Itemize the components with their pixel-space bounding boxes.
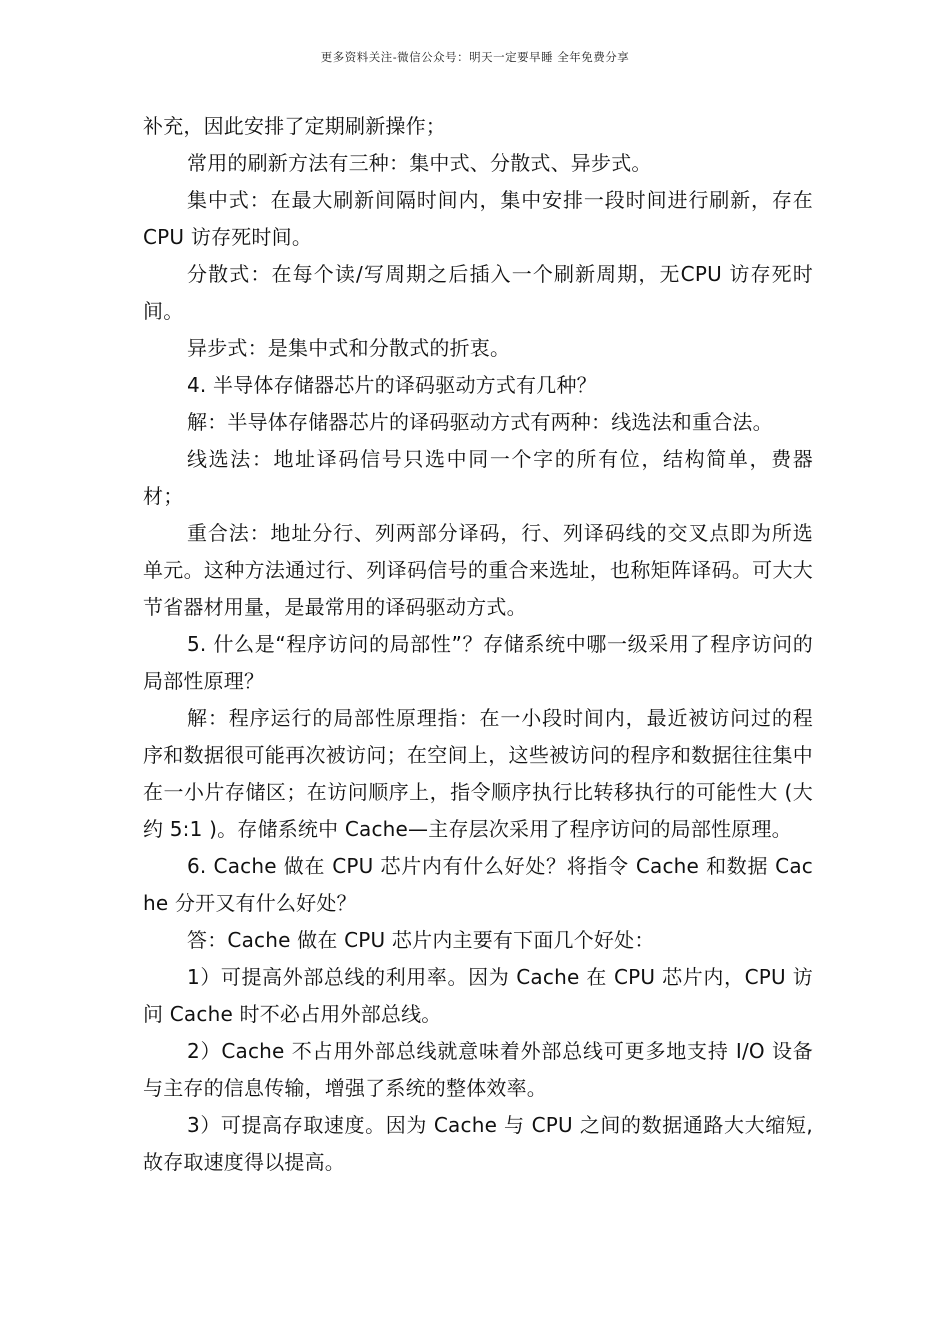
answer-6-point-2: 2）Cache 不占用外部总线就意味着外部总线可更多地支持 I/O 设备与主存的信息传输，增强了系统的整体效率。 [143,1039,813,1100]
answer-6-point-1: 1）可提高外部总线的利用率。因为 Cache 在 CPU 芯片内，CPU 访问 Cache 时不必占用外部总线。 [143,965,813,1026]
paragraph-asynchronous: 异步式：是集中式和分散式的折衷。 [187,336,511,360]
paragraph-coincident-select: 重合法：地址分行、列两部分译码，行、列译码线的交叉点即为所选单元。这种方法通过行、列译码信号的重合来选址，也称矩阵译码。可大大节省器材用量，是最常用的译码驱动方式。 [143,521,813,619]
answer-6-intro: 答：Cache 做在 CPU 芯片内主要有下面几个好处： [187,928,655,952]
paragraph-refresh-continuation: 补充，因此安排了定期刷新操作； [143,114,446,138]
answer-5: 解：程序运行的局部性原理指：在一小段时间内，最近被访问过的程序和数据很可能再次被访问；在空间上，这些被访问的程序和数据往往集中在一小片存储区；在访问顺序上，指令顺序执行比转移执行的可能性大 (大约 5:1 )。存储系统中 Cache—主存层次采用了程序访问的局部性原理。 [143,706,813,841]
paragraph-distributed: 分散式：在每个读/写周期之后插入一个刷新周期，无CPU 访存死时间。 [143,262,813,323]
answer-6-point-3: 3）可提高存取速度。因为 Cache 与 CPU 之间的数据通路大大缩短,故存取速度得以提高。 [143,1113,813,1174]
page-header-banner: 更多资料关注-微信公众号：明天一定要早睡 全年免费分享 [320,50,630,64]
paragraph-centralized: 集中式：在最大刷新间隔时间内，集中安排一段时间进行刷新，存在 CPU 访存死时间。 [143,188,813,249]
document-body [143,108,813,1181]
paragraph-refresh-methods: 常用的刷新方法有三种：集中式、分散式、异步式。 [187,151,652,175]
answer-4: 解：半导体存储器芯片的译码驱动方式有两种：线选法和重合法。 [187,410,773,434]
question-5: 5. 什么是“程序访问的局部性”？存储系统中哪一级采用了程序访问的局部性原理？ [143,632,813,693]
paragraph-line-select: 线选法：地址译码信号只选中同一个字的所有位，结构简单，费器材； [143,447,813,508]
question-6: 6. Cache 做在 CPU 芯片内有什么好处？将指令 Cache 和数据 Cache 分开又有什么好处？ [143,854,813,915]
question-4: 4. 半导体存储器芯片的译码驱动方式有几种？ [187,373,597,397]
